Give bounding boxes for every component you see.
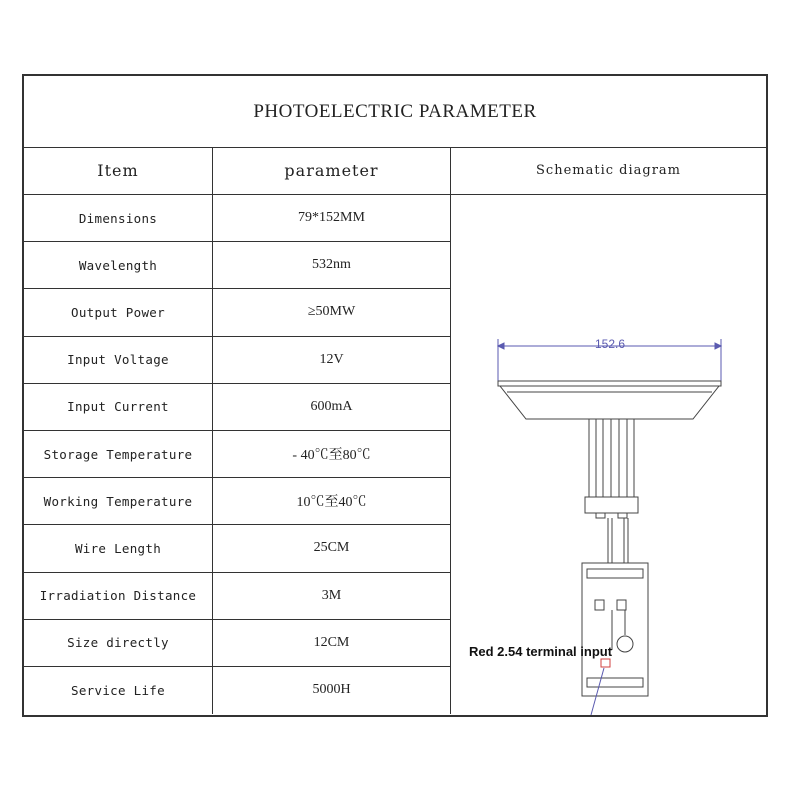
row-label: Wire Length: [24, 525, 213, 571]
table-row: [24, 337, 451, 384]
table-row: [24, 289, 451, 336]
row-value: 5000H: [213, 667, 451, 714]
table-row: [24, 384, 451, 431]
row-value: 12CM: [213, 620, 451, 666]
row-label: Output Power: [24, 289, 213, 335]
row-value: 79*152MM: [213, 195, 451, 241]
row-label: Working Temperature: [24, 478, 213, 524]
row-label: Service Life: [24, 667, 213, 714]
dimension-label: 152.6: [595, 337, 626, 351]
row-value: 3M: [213, 573, 451, 619]
row-value: 600mA: [213, 384, 451, 430]
table-row: [24, 431, 451, 478]
table-row: [24, 667, 451, 714]
table-row: [24, 478, 451, 525]
table-row: [24, 620, 451, 667]
header-parameter: [213, 147, 451, 195]
row-label: Input Voltage: [24, 337, 213, 383]
row-value: 12V: [213, 337, 451, 383]
row-value: - 40℃至80℃: [213, 431, 451, 477]
header-schematic: [451, 147, 766, 195]
laser-head: [498, 381, 721, 419]
table-row: [24, 242, 451, 289]
header-parameter-label: parameter: [284, 161, 379, 180]
row-label: Size directly: [24, 620, 213, 666]
row-value: ≥50MW: [213, 289, 451, 335]
wires: [608, 518, 628, 563]
table-row: [24, 525, 451, 572]
row-label: Dimensions: [24, 195, 213, 241]
header-schematic-label: Schematic diagram: [536, 163, 681, 178]
row-value: 10℃至40℃: [213, 478, 451, 524]
spec-sheet-frame: [22, 74, 768, 717]
parameter-table: [24, 195, 451, 714]
heat-sink: [585, 419, 638, 518]
row-label: Irradiation Distance: [24, 573, 213, 619]
title-row: [24, 76, 766, 148]
schematic-diagram: [451, 195, 766, 715]
header-item: [24, 147, 213, 195]
red-terminal: [601, 659, 610, 667]
driver-board: [582, 563, 648, 696]
row-value: 532nm: [213, 242, 451, 288]
row-label: Wavelength: [24, 242, 213, 288]
header-item-label: Item: [97, 161, 139, 180]
row-value: 25CM: [213, 525, 451, 571]
table-row: [24, 195, 451, 242]
page-title: PHOTOELECTRIC PARAMETER: [253, 100, 537, 122]
table-row: [24, 573, 451, 620]
row-label: Storage Temperature: [24, 431, 213, 477]
terminal-annotation: Red 2.54 terminal input: [469, 644, 613, 659]
schematic-drawing: [451, 195, 766, 715]
row-label: Input Current: [24, 384, 213, 430]
